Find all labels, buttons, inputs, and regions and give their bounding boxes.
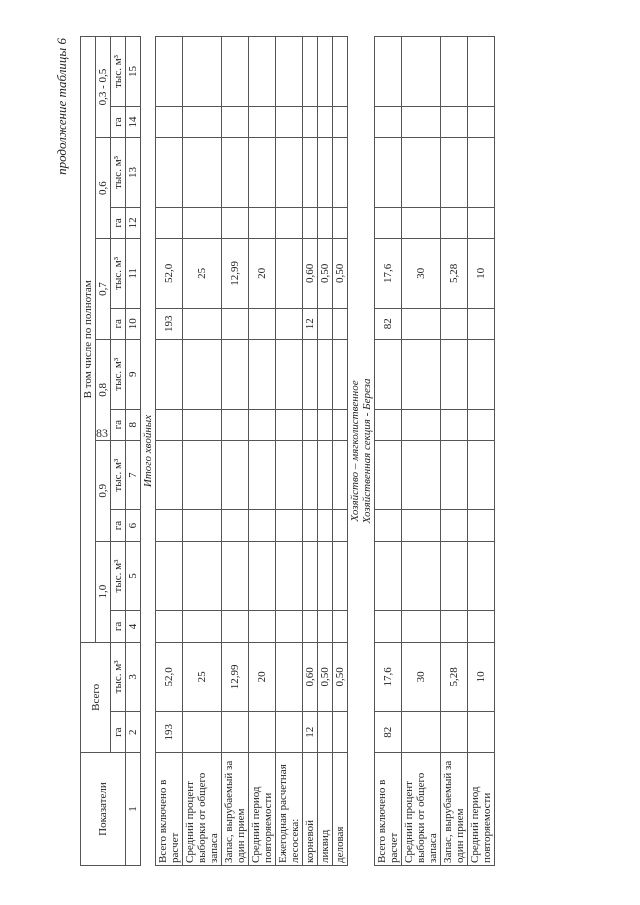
table-cell [222,440,249,510]
table-cell [318,440,333,510]
table-cell [318,712,333,753]
table-row [276,37,303,866]
row-label: Средний период повторяемости [249,753,276,866]
row-label: деловая [333,753,348,866]
table-cell [276,138,303,208]
table-cell [276,106,303,137]
table-cell [402,440,441,510]
table-cell [183,611,222,642]
table-cell [183,308,222,339]
table-cell [333,510,348,541]
table-cell [222,308,249,339]
table-cell [441,409,468,440]
table-cell [318,510,333,541]
table-cell [402,37,441,107]
table-cell [222,611,249,642]
table-cell [441,541,468,611]
col-number: 5 [126,541,141,611]
table-cell: 10 [468,642,495,712]
table-cell: 25 [183,239,222,309]
row-label: ликвид [318,753,333,866]
table-cell [318,308,333,339]
page-number: 83 [96,426,108,440]
table-cell [441,611,468,642]
col-number: 3 [126,642,141,712]
col-number: 6 [126,510,141,541]
table-cell [333,138,348,208]
header-density-1: 1,0 [96,541,111,642]
table-cell [156,37,183,107]
table-cell [249,510,276,541]
table-cell [333,611,348,642]
table-cell [333,339,348,409]
unit-m3: тыс. м³ [111,37,126,107]
table-cell [303,138,318,208]
table-cell [156,510,183,541]
table-cell [468,409,495,440]
unit-m3: тыс. м³ [111,541,126,611]
table-cell: 5,28 [441,239,468,309]
table-cell [156,440,183,510]
row-label: Запас, вырубаемый за один прием [441,753,468,866]
table-cell: 12,99 [222,642,249,712]
table-cell [318,37,333,107]
unit-ha: га [111,510,126,541]
table-cell [222,138,249,208]
table-cell [249,541,276,611]
table-cell [183,138,222,208]
table-cell [441,510,468,541]
table-cell [276,642,303,712]
table-cell [441,138,468,208]
col-number: 9 [126,339,141,409]
table-cell [183,440,222,510]
table-cell [402,339,441,409]
table-cell [156,541,183,611]
table-cell [468,207,495,238]
table-cell [249,440,276,510]
table-cell [222,409,249,440]
table-cell: 0,60 [303,642,318,712]
header-density-2: 0,9 [96,440,111,541]
table-cell [375,611,402,642]
table-cell [222,541,249,611]
table-cell: 12 [303,308,318,339]
row-label: корневой [303,753,318,866]
row-label: Запас, вырубаемый за один прием [222,753,249,866]
table-cell [318,541,333,611]
unit-ha: га [111,409,126,440]
table-cell [468,339,495,409]
table-cell [333,106,348,137]
table-cell [183,510,222,541]
table-cell [318,611,333,642]
table-cell: 0,50 [333,239,348,309]
table-cell [156,409,183,440]
table-cell [156,611,183,642]
table-row [222,37,249,866]
table-cell [468,611,495,642]
table-cell [402,712,441,753]
unit-m3: тыс. м³ [111,642,126,712]
table-cell [402,138,441,208]
table-cell [441,37,468,107]
table-cell [375,440,402,510]
unit-m3: тыс. м³ [111,440,126,510]
table-cell [276,239,303,309]
table-cell [375,409,402,440]
unit-m3: тыс. м³ [111,339,126,409]
table-cell [249,37,276,107]
col-number: 11 [126,239,141,309]
table-cell: 82 [375,308,402,339]
table-cell [441,207,468,238]
row-label: Средний период повторяемости [468,753,495,866]
table-cell [156,339,183,409]
col-number: 7 [126,440,141,510]
table-cell [183,541,222,611]
header-row-1 [81,37,96,866]
column-number-row [126,37,141,866]
table-cell [303,611,318,642]
table-row [468,37,495,866]
section-birch-rows [375,37,495,866]
header-density-3: 0,8 [96,339,111,440]
unit-m3: тыс. м³ [111,138,126,208]
header-units-row [111,37,126,866]
table-cell: 12 [303,712,318,753]
header-by-density: В том числе по полнотам [81,37,96,643]
table-cell [375,138,402,208]
table-cell [402,106,441,137]
header-density-6: 0,3 - 0,5 [96,37,111,138]
table-cell: 0,50 [333,642,348,712]
table-cell [333,712,348,753]
table-cell [318,138,333,208]
table-cell: 0,50 [318,239,333,309]
table-cell [402,541,441,611]
table-cell: 5,28 [441,642,468,712]
table-cell: 52,0 [156,642,183,712]
table-cell: 25 [183,642,222,712]
table-cell [441,440,468,510]
unit-m3: тыс. м³ [111,239,126,309]
table-cell [276,308,303,339]
table-cell: 17,6 [375,239,402,309]
unit-ha: га [111,106,126,137]
table-row [318,37,333,866]
table-cell [183,339,222,409]
table-cell [276,409,303,440]
table-row [249,37,276,866]
table-row [303,37,318,866]
table-cell [375,541,402,611]
table-cell [333,541,348,611]
section-title-row [141,37,156,866]
section-birch [348,37,375,866]
header-total: Всего [81,642,111,753]
table-cell [303,106,318,137]
table-cell [222,207,249,238]
table-cell [468,712,495,753]
col-number: 12 [126,207,141,238]
section-title-line-2: Хозяйственная секция - Береза [361,378,373,524]
table-cell [183,409,222,440]
row-label: Всего включено в расчет [156,753,183,866]
unit-ha: га [111,712,126,753]
table-cell [402,207,441,238]
table-cell [375,510,402,541]
table-cell [318,207,333,238]
row-label: Средний процент выборки от общего запаса [183,753,222,866]
table-row [333,37,348,866]
table-cell [303,37,318,107]
table-row [402,37,441,866]
section-conifers [141,37,156,866]
table-cell [402,611,441,642]
table-cell [468,37,495,107]
table-cell [303,440,318,510]
table-cell [156,106,183,137]
table-cell: 20 [249,239,276,309]
table-cell [375,106,402,137]
table-cell [276,541,303,611]
table-cell [318,106,333,137]
table-cell [183,712,222,753]
table-cell [468,541,495,611]
col-number: 13 [126,138,141,208]
forest-calculation-table [80,36,495,866]
table-row [183,37,222,866]
table-cell [318,339,333,409]
table-cell [249,339,276,409]
table-cell [276,339,303,409]
table-cell [303,510,318,541]
table-cell [402,510,441,541]
table-cell: 82 [375,712,402,753]
table-cell [303,409,318,440]
table-cell [333,207,348,238]
unit-ha: га [111,207,126,238]
table-cell: 0,60 [303,239,318,309]
table-cell: 20 [249,642,276,712]
table-cell [222,106,249,137]
table-cell [468,440,495,510]
header-density-5: 0,6 [96,138,111,239]
col-number: 8 [126,409,141,440]
table-cell: 10 [468,239,495,309]
table-cell: 0,50 [318,642,333,712]
col-number: 14 [126,106,141,137]
table-cell [222,339,249,409]
table-cell [303,339,318,409]
table-cell [183,37,222,107]
table-cell [375,37,402,107]
rotated-table-page [54,36,640,866]
table-cell: 52,0 [156,239,183,309]
col-number: 1 [126,753,141,866]
section-title [348,37,375,866]
table-cell [468,106,495,137]
table-cell [156,207,183,238]
table-cell [441,106,468,137]
table-cell: 12,99 [222,239,249,309]
table-cell [249,712,276,753]
header-density-4: 0,7 [96,239,111,340]
table-cell [441,712,468,753]
table-cell [222,37,249,107]
table-cell [402,409,441,440]
continuation-caption: продолжение таблицы 6 [54,38,69,175]
table-row [441,37,468,866]
section-title-line-1: Хозяйство – мягколиственное [349,380,361,522]
unit-ha: га [111,308,126,339]
table-cell [183,207,222,238]
col-number: 2 [126,712,141,753]
table-cell [468,308,495,339]
table-cell: 193 [156,712,183,753]
table-cell [333,308,348,339]
table-cell [318,409,333,440]
table-cell [183,106,222,137]
table-cell [156,138,183,208]
table-cell [276,37,303,107]
col-number: 4 [126,611,141,642]
table-cell [276,207,303,238]
col-number: 15 [126,37,141,107]
table-cell [441,308,468,339]
table-cell [276,440,303,510]
table-cell [441,339,468,409]
row-label: Средний процент выборки от общего запаса [402,753,441,866]
table-cell [333,37,348,107]
table-cell [249,207,276,238]
table-cell [333,440,348,510]
table-cell [276,510,303,541]
table-cell [375,207,402,238]
row-label: Всего включено в расчет [375,753,402,866]
table-cell [375,339,402,409]
table-row [156,37,183,866]
table-cell [303,541,318,611]
table-cell [303,207,318,238]
table-cell [249,611,276,642]
col-number: 10 [126,308,141,339]
table-cell: 17,6 [375,642,402,712]
table-cell [249,138,276,208]
table-cell: 30 [402,642,441,712]
table-cell: 30 [402,239,441,309]
table-cell [276,611,303,642]
table-cell [222,712,249,753]
table-row [375,37,402,866]
table-cell [249,308,276,339]
section-conifers-rows [156,37,348,866]
unit-ha: га [111,611,126,642]
row-label: Ежегодная расчетная лесосека: [276,753,303,866]
table-cell [468,510,495,541]
section-title-row [348,37,375,866]
table-cell: 193 [156,308,183,339]
table-cell [249,409,276,440]
table-cell [249,106,276,137]
table-cell [402,308,441,339]
table-cell [222,510,249,541]
table-cell [276,712,303,753]
header-indicators: Показатели [81,753,126,866]
table-cell [468,138,495,208]
table-cell [333,409,348,440]
section-title: Итого хвойных [141,37,156,866]
